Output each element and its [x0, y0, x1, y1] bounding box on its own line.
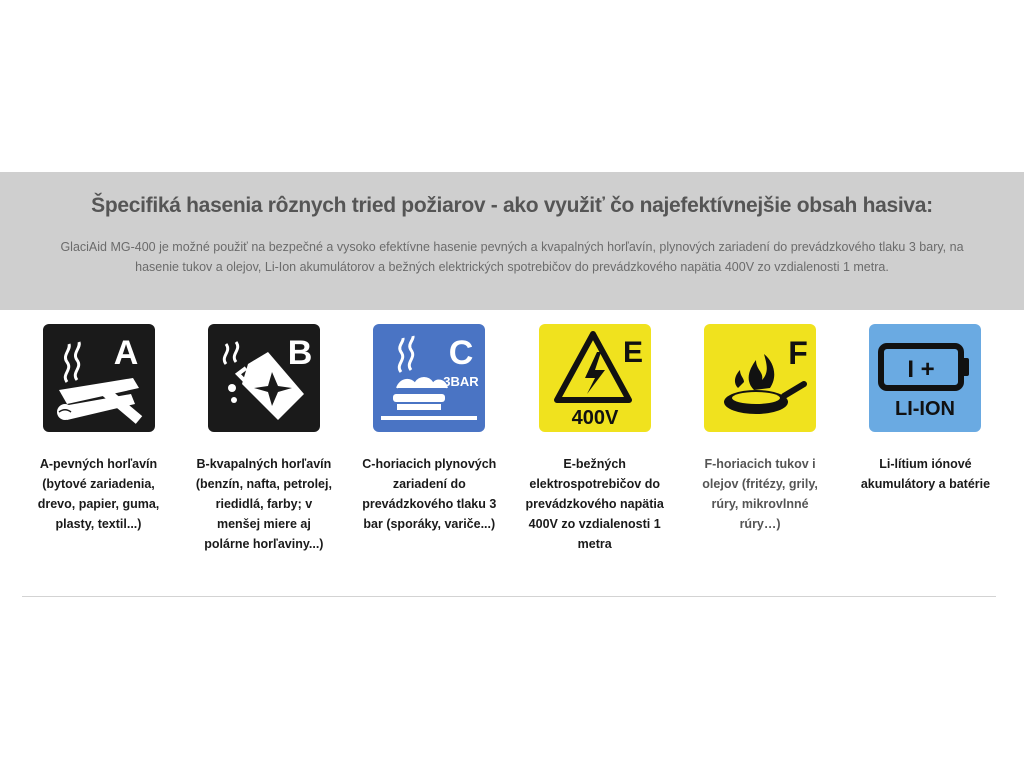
class-letter: E	[622, 336, 643, 369]
class-label: A-pevných horľavín (bytové zariadenia, drevo, papier, guma, plasty, textil...)	[37, 457, 160, 531]
class-label: C-horiacich plynových zariadení do prevádzkového tlaku 3 bar (sporáky, variče...)	[362, 457, 497, 531]
class-letter: C	[449, 334, 474, 372]
voltage-badge: 400V	[571, 407, 619, 429]
fire-class-e	[512, 324, 677, 554]
fire-classes-row	[16, 324, 1008, 554]
fire-class-li-ion	[843, 324, 1008, 554]
pressure-badge: 3BAR	[443, 374, 479, 389]
divider	[22, 596, 996, 597]
intro-text: GlaciAid MG-400 je možné použiť na bezpečné a vysoko efektívne hasenie pevných a kvapalných horľavín, plynových zariadení do prevádzkového tlaku 3 bary, na hasenie tukov a olejov, Li-Ion akumulátorov a bežných elektrických spotrebičov do prevádzkového napätia 400V zo vzdialenosti 1 metra.	[60, 240, 964, 274]
class-c-gas-icon	[373, 324, 485, 432]
battery-symbol: I +	[907, 356, 936, 383]
class-label: Li-lítium iónové akumulátory a batérie	[860, 457, 991, 491]
class-label: E-bežných elektrospotrebičov do prevádzkového napätia 400V zo vzdialenosti 1 metra	[525, 457, 664, 551]
header-banner	[0, 172, 1024, 310]
class-b-liquids-icon	[208, 324, 320, 432]
li-ion-badge: LI-ION	[895, 398, 956, 420]
class-f-oils-icon	[704, 324, 816, 432]
fire-class-c	[347, 324, 512, 554]
li-ion-battery-icon	[869, 324, 981, 432]
fire-class-b	[181, 324, 346, 554]
class-label: B-kvapalných horľavín (benzín, nafta, petrolej, riedidlá, farby; v menšej miere aj polárne horľaviny...)	[195, 457, 332, 551]
class-e-electric-icon	[539, 324, 651, 432]
class-letter: B	[287, 334, 313, 372]
class-label: F-horiacich tukov i olejov (fritézy, grily, rúry, mikrovlnné rúry…)	[702, 457, 818, 531]
class-a-solids-icon	[43, 324, 155, 432]
class-letter: F	[788, 335, 808, 371]
fire-class-a	[16, 324, 181, 554]
class-letter: A	[113, 334, 138, 372]
page-title: Špecifiká hasenia rôznych tried požiarov - ako využiť čo najefektívnejšie obsah hasiva:	[91, 194, 933, 217]
fire-class-f	[678, 324, 843, 554]
